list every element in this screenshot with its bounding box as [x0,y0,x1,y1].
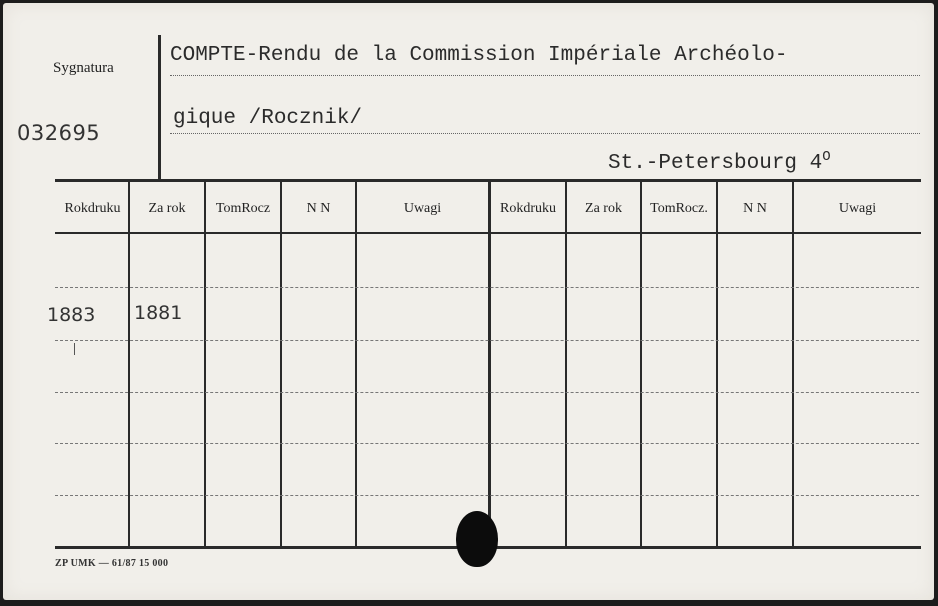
header-text: Rok [499,200,524,216]
header-text: druku [87,200,121,216]
row-line [55,287,919,288]
header-tom-rocz-2 [642,184,716,232]
header-text: druku [523,200,556,216]
column-divider [355,181,357,548]
header-text: Tom [650,200,676,216]
header-text: Rok [64,200,88,216]
header-za-rok [130,184,204,232]
column-divider [792,181,794,548]
header-text: Za rok [148,200,186,216]
pencil-mark [74,343,75,355]
title-dotted-line-2 [170,133,920,134]
row-line [55,340,919,341]
column-divider [640,181,642,548]
header-tom-rocz [206,184,280,232]
header-rok-druku [57,184,128,232]
column-divider [204,181,206,548]
header-text: N N [743,200,767,216]
column-divider [565,181,567,548]
header-text: Rocz [241,200,271,216]
column-divider [716,181,718,548]
header-text: Rocz. [675,200,708,216]
header-text: Uwagi [403,200,442,216]
header-text: Tom [215,200,242,216]
row-line [55,495,919,496]
header-text: N N [306,200,331,216]
header-uwagi-2 [794,184,921,232]
header-divider [158,35,161,179]
cell-za-rok: 1881 [134,302,183,324]
row-line [55,392,919,393]
header-text: Za rok [585,200,622,216]
header-nn-2 [718,184,792,232]
column-divider [280,181,282,548]
column-divider-center [488,181,491,548]
sygnatura-number: 032695 [17,121,101,145]
catalog-card [3,3,934,600]
sygnatura-label: Sygnatura [53,60,114,76]
publication-place [608,149,831,175]
format-superscript: O [822,149,831,165]
title-line-2: gique /Rocznik/ [173,107,363,130]
title-dotted-line-1 [170,75,920,76]
place-text: St.-Petersbourg 4 [608,152,823,175]
header-uwagi [357,184,488,232]
cell-rok-druku: 1883 [47,304,96,326]
header-za-rok-2 [567,184,640,232]
row-line [55,443,919,444]
title-line-1: COMPTE-Rendu de la Commission Impériale Archéolo- [170,44,788,67]
column-divider [128,181,130,548]
header-text: Uwagi [838,200,877,216]
punch-hole [456,511,498,567]
header-rok-druku-2 [491,184,565,232]
header-nn [282,184,355,232]
printer-footer: ZP UMK — 61/87 15 000 [55,558,169,569]
